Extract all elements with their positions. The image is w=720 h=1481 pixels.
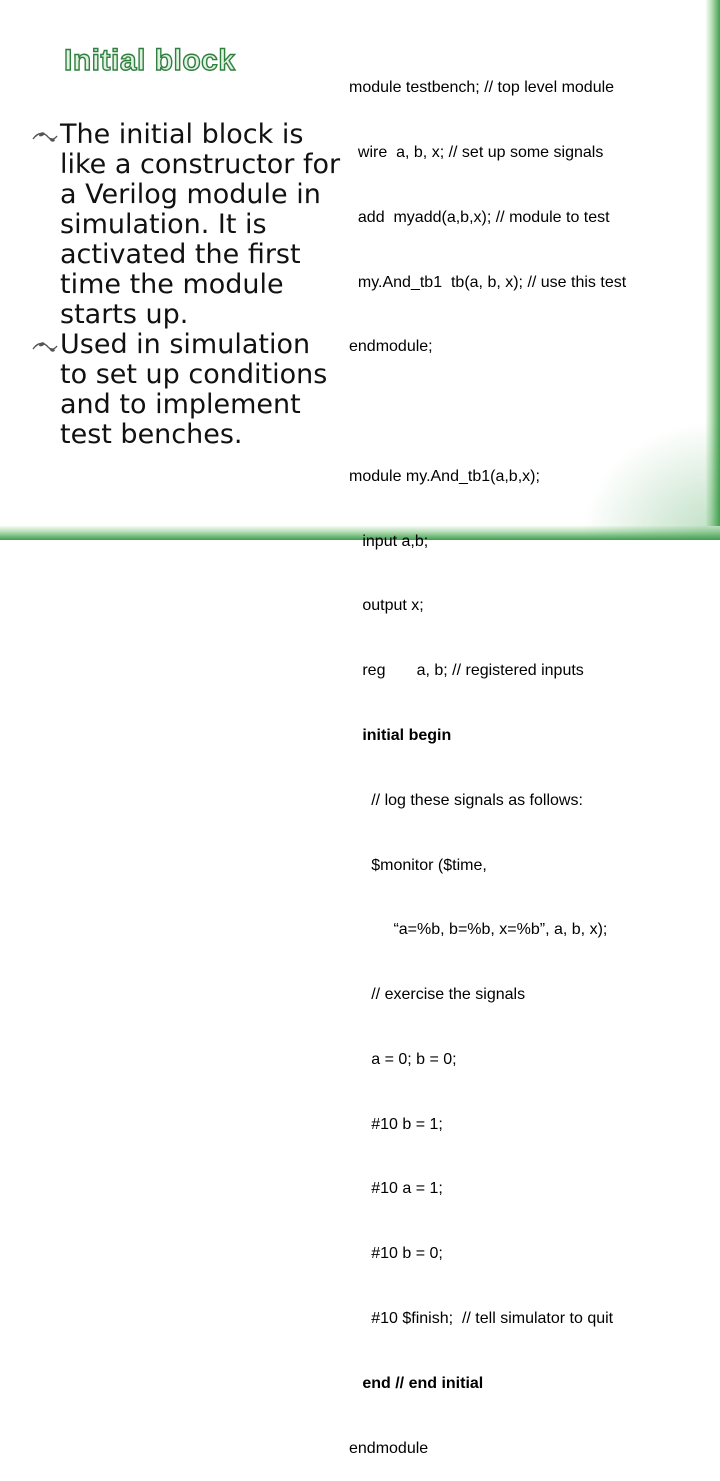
code-line: input a,b;: [349, 532, 429, 550]
code-line: endmodule;: [349, 338, 433, 356]
bullet-text: Used in simulation to set up conditions and to implement test benches.: [60, 329, 328, 450]
code-line: #10 b = 1;: [349, 1115, 443, 1133]
vine-leaf-icon: [32, 130, 58, 144]
code-line: my.And_tb1 tb(a, b, x); // use this test: [349, 273, 627, 291]
code-line: end // end initial: [349, 1374, 484, 1392]
code-line: $monitor ($time,: [349, 856, 487, 874]
code-line: #10 $finish; // tell simulator to quit: [349, 1310, 614, 1328]
code-line: module my.And_tb1(a,b,x);: [349, 467, 540, 485]
bullet-item: [30, 120, 342, 330]
code-line: #10 a = 1;: [349, 1180, 443, 1198]
code-line: // log these signals as follows:: [349, 791, 583, 809]
bullet-text: The initial block is like a constructor for a Verilog module in simulation. It is activated the first time the module starts up.: [60, 119, 341, 330]
code-line: // exercise the signals: [349, 986, 526, 1004]
code-line: add myadd(a,b,x); // module to test: [349, 208, 610, 226]
code-line: a = 0; b = 0;: [349, 1050, 457, 1068]
code-line: initial begin: [349, 727, 452, 744]
code-line: reg a, b; // registered inputs: [349, 662, 584, 680]
code-line: “a=%b, b=%b, x=%b”, a, b, x);: [349, 921, 608, 939]
code-line: [349, 401, 709, 423]
code-line: module testbench; // top level module: [349, 79, 615, 97]
vine-leaf-icon: [32, 340, 58, 354]
code-line: wire a, b, x; // set up some signals: [349, 143, 604, 161]
code-line: #10 b = 0;: [349, 1245, 443, 1263]
slide-title: Initial block: [64, 44, 236, 77]
code-block: [349, 34, 709, 1481]
bullet-list: [30, 120, 342, 450]
bullet-item: [30, 330, 342, 450]
code-line: output x;: [349, 597, 424, 615]
code-line: endmodule: [349, 1439, 429, 1457]
